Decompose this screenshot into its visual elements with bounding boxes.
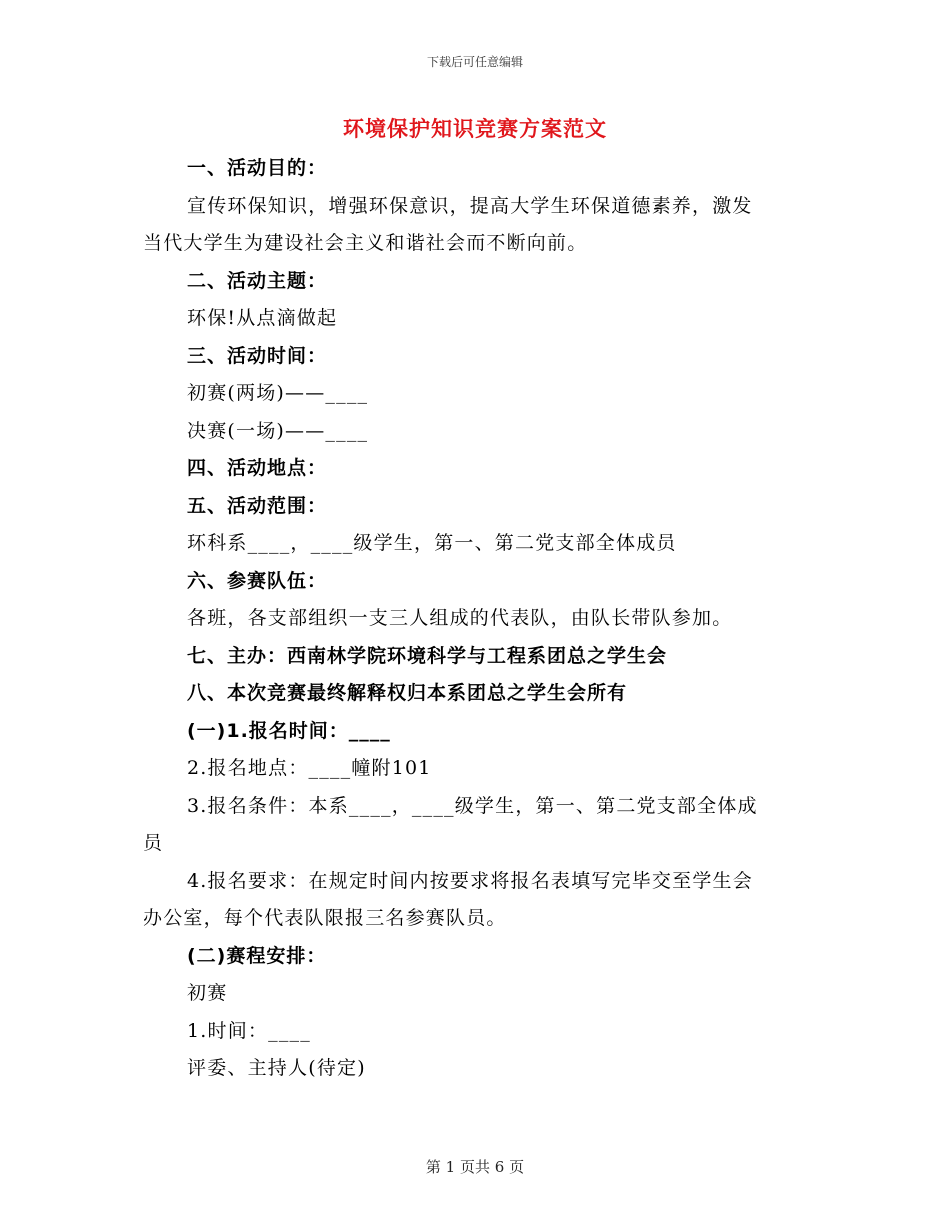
paragraph-line: 宣传环保知识，增强环保意识，提高大学生环保道德素养，激发 (187, 194, 753, 217)
section-heading-time: 三、活动时间： (187, 344, 328, 367)
paragraph-line: 决赛(一场)——____ (187, 419, 369, 442)
section-heading-scope: 五、活动范围： (187, 494, 328, 517)
section-heading-purpose: 一、活动目的： (187, 157, 328, 179)
document-title: 环境保护知识竞赛方案范文 (343, 116, 607, 141)
paragraph-line: 环科系____，____级学生，第一、第二党支部全体成员 (187, 532, 677, 554)
section-heading-organizer: 七、主办：西南林学院环境科学与工程系团总之学生会 (187, 644, 668, 667)
document-body (143, 150, 808, 1088)
section-heading-interpretation: 八、本次竞赛最终解释权归本系团总之学生会所有 (187, 682, 628, 704)
paragraph-line: 1.时间：____ (187, 1019, 311, 1042)
section-heading-location: 四、活动地点： (187, 457, 328, 479)
section-heading-schedule: (二)赛程安排： (187, 944, 327, 967)
paragraph-line: 初赛 (187, 982, 228, 1004)
header-note: 下载后可任意编辑 (426, 55, 523, 69)
registration-location: 2.报名地点：____幢附101 (187, 757, 432, 779)
paragraph-line: 办公室，每个代表队限报三名参赛队员。 (143, 907, 507, 929)
paragraph-line: 初赛(两场)——____ (187, 382, 369, 404)
paragraph-line: 员 (143, 832, 164, 854)
page-footer: 第 1 页共 6 页 (425, 1158, 525, 1176)
paragraph-line: 环保!从点滴做起 (187, 307, 338, 329)
section-heading-teams: 六、参赛队伍： (187, 569, 328, 592)
registration-conditions: 3.报名条件：本系____，____级学生，第一、第二党支部全体成 (187, 794, 758, 817)
paragraph-line: 评委、主持人(待定) (187, 1057, 366, 1079)
registration-requirements: 4.报名要求：在规定时间内按要求将报名表填写完毕交至学生会 (187, 869, 753, 892)
section-heading-theme: 二、活动主题： (187, 269, 328, 292)
registration-time: (一)1.报名时间：____ (187, 719, 391, 742)
paragraph-line: 当代大学生为建设社会主义和谐社会而不断向前。 (143, 232, 588, 254)
paragraph-line: 各班，各支部组织一支三人组成的代表队，由队长带队参加。 (187, 607, 733, 629)
